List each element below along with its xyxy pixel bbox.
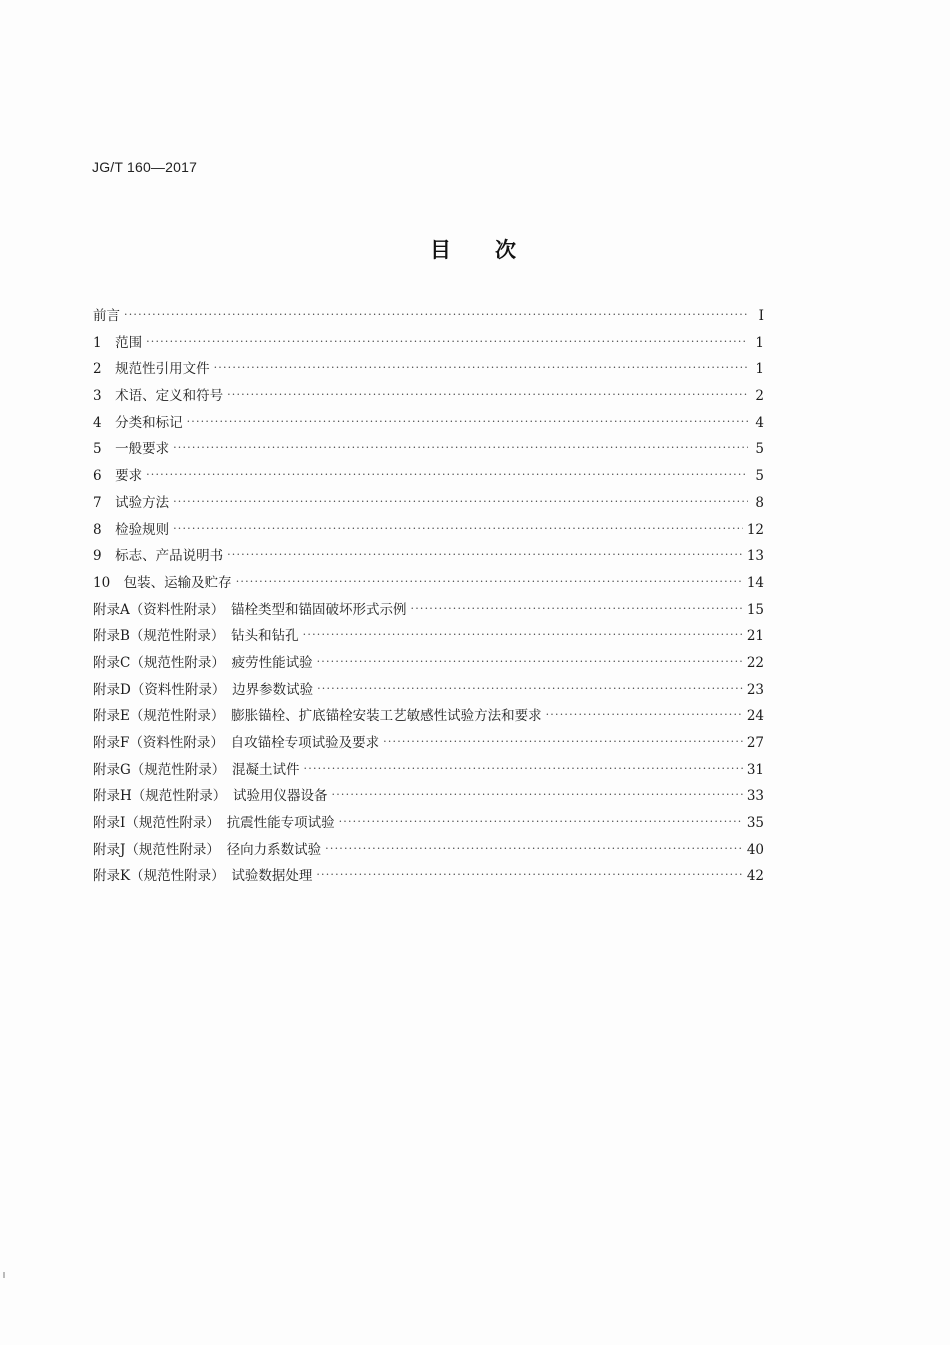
toc-entry-label: 附录J（规范性附录） 径向力系数试验 xyxy=(93,841,322,858)
toc-entry-7[interactable] xyxy=(93,493,764,520)
toc-entry-page: 24 xyxy=(746,708,764,725)
table-of-contents xyxy=(93,306,764,893)
toc-entry-page: 23 xyxy=(746,681,764,698)
toc-entry-label: 7 试验方法 xyxy=(93,494,170,511)
toc-entry-page: 13 xyxy=(746,548,764,565)
toc-entry-label: 10 包装、运输及贮存 xyxy=(93,574,232,591)
toc-leader-dots xyxy=(383,732,743,752)
toc-leader-dots xyxy=(124,305,748,325)
toc-leader-dots xyxy=(214,358,748,378)
toc-entry-label: 附录E（规范性附录） 膨胀锚栓、扩底锚栓安装工艺敏感性试验方法和要求 xyxy=(93,708,542,725)
toc-entry-label: 1 范围 xyxy=(93,334,143,351)
toc-entry-label: 附录K（规范性附录） 试验数据处理 xyxy=(93,868,313,885)
toc-entry-label: 前言 xyxy=(93,308,120,324)
toc-entry-appendix-i[interactable] xyxy=(93,813,764,840)
toc-leader-dots xyxy=(304,759,743,779)
toc-entry-label: 附录A（资料性附录） 锚栓类型和锚固破坏形式示例 xyxy=(93,601,407,618)
toc-entry-label: 附录B（规范性附录） 钻头和钻孔 xyxy=(93,628,299,645)
toc-leader-dots xyxy=(227,385,748,405)
toc-entry-appendix-h[interactable] xyxy=(93,786,764,813)
toc-entry-2[interactable] xyxy=(93,359,764,386)
toc-entry-page: 42 xyxy=(746,868,764,885)
toc-entry-page: 21 xyxy=(746,628,764,645)
toc-entry-page: Ⅰ xyxy=(758,308,764,324)
toc-entry-label: 附录H（规范性附录） 试验用仪器设备 xyxy=(93,788,328,805)
toc-leader-dots xyxy=(546,705,743,725)
toc-entry-page: 1 xyxy=(755,361,764,378)
toc-entry-5[interactable] xyxy=(93,439,764,466)
toc-entry-page: 33 xyxy=(746,788,764,805)
toc-leader-dots xyxy=(227,545,743,565)
toc-entry-page: 35 xyxy=(746,815,764,832)
toc-title: 目次 xyxy=(430,238,560,262)
toc-leader-dots xyxy=(146,332,748,352)
toc-entry-foreword[interactable] xyxy=(93,306,764,333)
toc-entry-10[interactable] xyxy=(93,573,764,600)
toc-entry-page: 15 xyxy=(746,601,764,618)
toc-entry-label: 附录D（资料性附录） 边界参数试验 xyxy=(93,681,314,698)
toc-entry-1[interactable] xyxy=(93,333,764,360)
toc-leader-dots xyxy=(187,412,748,432)
toc-entry-label: 2 规范性引用文件 xyxy=(93,361,210,378)
toc-leader-dots xyxy=(411,599,743,619)
toc-entry-appendix-b[interactable] xyxy=(93,626,764,653)
toc-entry-label: 5 一般要求 xyxy=(93,441,170,458)
toc-leader-dots xyxy=(325,839,743,859)
toc-leader-dots xyxy=(316,865,742,885)
scan-edge-mark xyxy=(3,1272,5,1278)
toc-entry-label: 附录G（规范性附录） 混凝土试件 xyxy=(93,761,300,778)
toc-entry-label: 4 分类和标记 xyxy=(93,414,183,431)
toc-entry-page: 27 xyxy=(746,735,764,751)
toc-entry-8[interactable] xyxy=(93,520,764,547)
toc-leader-dots xyxy=(236,572,743,592)
toc-entry-appendix-k[interactable] xyxy=(93,866,764,893)
toc-leader-dots xyxy=(173,438,748,458)
toc-entry-page: 40 xyxy=(746,841,764,858)
toc-leader-dots xyxy=(173,519,743,539)
toc-leader-dots xyxy=(317,652,743,672)
toc-entry-appendix-c[interactable] xyxy=(93,653,764,680)
toc-entry-appendix-j[interactable] xyxy=(93,840,764,867)
toc-entry-appendix-d[interactable] xyxy=(93,680,764,707)
toc-leader-dots xyxy=(339,812,743,832)
toc-entry-3[interactable] xyxy=(93,386,764,413)
toc-leader-dots xyxy=(173,492,748,512)
toc-entry-page: 12 xyxy=(746,521,764,538)
toc-entry-page: 2 xyxy=(755,388,764,405)
toc-entry-label: 附录F（资料性附录） 自攻锚栓专项试验及要求 xyxy=(93,735,380,751)
toc-leader-dots xyxy=(146,465,748,485)
toc-entry-appendix-g[interactable] xyxy=(93,760,764,787)
toc-entry-page: 31 xyxy=(746,761,764,778)
toc-entry-label: 6 要求 xyxy=(93,468,143,485)
toc-entry-4[interactable] xyxy=(93,413,764,440)
toc-entry-page: 5 xyxy=(755,468,764,485)
toc-entry-appendix-a[interactable] xyxy=(93,600,764,627)
toc-entry-page: 5 xyxy=(755,441,764,458)
toc-entry-appendix-f[interactable] xyxy=(93,733,764,760)
document-code: JG/T 160—2017 xyxy=(92,159,198,175)
toc-entry-appendix-e[interactable] xyxy=(93,706,764,733)
toc-entry-label: 9 标志、产品说明书 xyxy=(93,548,224,565)
toc-entry-9[interactable] xyxy=(93,546,764,573)
toc-entry-label: 3 术语、定义和符号 xyxy=(93,388,224,405)
toc-leader-dots xyxy=(332,785,743,805)
toc-entry-page: 1 xyxy=(755,334,764,351)
toc-entry-label: 附录C（规范性附录） 疲劳性能试验 xyxy=(93,654,313,671)
toc-entry-page: 8 xyxy=(755,494,764,511)
toc-leader-dots xyxy=(303,625,743,645)
toc-leader-dots xyxy=(317,679,743,699)
toc-entry-label: 8 检验规则 xyxy=(93,521,170,538)
toc-entry-page: 4 xyxy=(755,414,764,431)
toc-entry-6[interactable] xyxy=(93,466,764,493)
toc-entry-page: 22 xyxy=(746,654,764,671)
toc-entry-label: 附录I（规范性附录） 抗震性能专项试验 xyxy=(93,815,335,832)
toc-entry-page: 14 xyxy=(746,574,764,591)
